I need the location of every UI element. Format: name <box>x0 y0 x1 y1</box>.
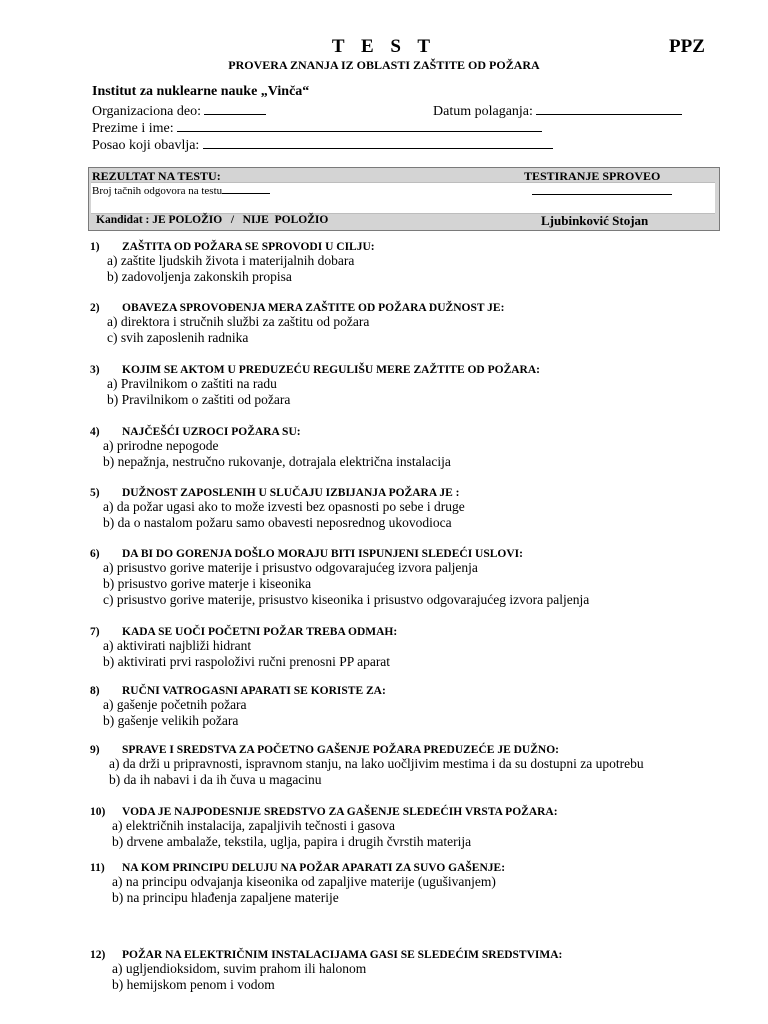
question-title <box>90 685 386 697</box>
question-item <box>90 862 505 906</box>
job-label: Posao koji obavlja: <box>92 138 200 153</box>
answer-option[interactable]: a) Pravilnikom o zaštiti na radu <box>107 376 277 391</box>
question-number: 1) <box>90 241 100 253</box>
question-number: 11) <box>90 862 105 874</box>
answer-option[interactable]: b) na principu hlađenja zapaljene materije <box>112 890 339 905</box>
question-title <box>90 364 540 376</box>
question-text: RUČNI VATROGASNI APARATI SE KORISTE ZA: <box>122 685 386 697</box>
job-field[interactable] <box>92 135 553 154</box>
institute-name: Institut za nuklearne nauke „Vinča“ <box>92 84 310 99</box>
answer-option[interactable]: a) gašenje početnih požara <box>103 697 247 712</box>
name-label: Prezime i ime: <box>92 121 174 136</box>
question-title <box>90 302 504 314</box>
question-number: 5) <box>90 487 100 499</box>
result-label: REZULTAT NA TESTU: <box>92 169 221 183</box>
correct-answers-field[interactable] <box>92 183 270 197</box>
question-title <box>90 241 375 253</box>
test-code: PPZ <box>669 36 705 57</box>
date-label: Datum polaganja: <box>433 104 533 119</box>
question-item <box>90 806 558 850</box>
answer-option[interactable]: b) zadovoljenja zakonskih propisa <box>107 269 292 284</box>
question-text: SPRAVE I SREDSTVA ZA POČETNO GAŠENJE POŽARA PREDUZEĆE JE DUŽNO: <box>122 744 559 756</box>
question-title <box>90 487 465 499</box>
question-number: 7) <box>90 626 100 638</box>
answer-option[interactable]: a) aktivirati najbliži hidrant <box>103 638 252 653</box>
answer-option[interactable]: b) da o nastalom požaru samo obavesti neposrednog ukovodioca <box>103 515 452 530</box>
job-line <box>203 135 553 149</box>
answer-option[interactable]: a) električnih instalacija, zapaljivih tečnosti i gasova <box>112 818 396 833</box>
answer-option[interactable]: a) da drži u pripravnosti, ispravnom stanju, na lako uočljivim mestima i da su dostupni za upotrebu <box>109 756 644 771</box>
question-item <box>90 548 589 608</box>
correct-answers-line <box>222 183 270 194</box>
question-item <box>90 426 451 470</box>
answer-option[interactable]: a) zaštite ljudskih života i materijalnih dobara <box>107 253 355 268</box>
question-item <box>90 949 562 993</box>
correct-answers-label: Broj tačnih odgovora na testu <box>92 185 223 197</box>
question-number: 2) <box>90 302 100 314</box>
question-number: 4) <box>90 426 100 438</box>
answer-option[interactable]: a) direktora i stručnih službi za zaštitu od požara <box>107 314 370 329</box>
question-text: VODA JE NAJPODESNIJE SREDSTVO ZA GAŠENJE SLEDEĆIH VRSTA POŽARA: <box>122 806 558 818</box>
answer-option[interactable]: a) na principu odvajanja kiseonika od zapaljive materije (ugušivanjem) <box>112 874 496 889</box>
question-text: DUŽNOST ZAPOSLENIH U SLUČAJU IZBIJANJA POŽARA JE : <box>122 487 460 499</box>
org-line <box>204 101 266 115</box>
question-title <box>90 806 558 818</box>
signature-line <box>532 194 672 195</box>
answer-option[interactable]: c) svih zaposlenih radnika <box>107 330 249 345</box>
question-item <box>90 744 644 788</box>
test-subtitle: PROVERA ZNANJA IZ OBLASTI ZAŠTITE OD POŽARA <box>228 58 540 72</box>
question-number: 3) <box>90 364 100 376</box>
question-item <box>90 685 386 729</box>
question-text: NA KOM PRINCIPU DELUJU NA POŽAR APARATI ZA SUVO GAŠENJE: <box>122 862 506 874</box>
test-title: T E S T <box>331 36 437 57</box>
question-text: OBAVEZA SPROVOĐENJA MERA ZAŠTITE OD POŽARA DUŽNOST JE: <box>122 302 505 314</box>
date-line <box>536 101 682 115</box>
answer-option[interactable]: b) aktivirati prvi raspoloživi ručni prenosni PP aparat <box>103 654 391 669</box>
candidate-status: Kandidat : JE POLOŽIO / NIJE POLOŽIO <box>96 214 329 226</box>
tested-by-label: TESTIRANJE SPROVEO <box>524 169 661 183</box>
question-item <box>90 364 540 408</box>
question-text: KOJIM SE AKTOM U PREDUZEĆU REGULIŠU MERE ZAŽTITE OD POŽARA: <box>122 364 540 376</box>
answer-option[interactable]: b) prisustvo gorive materje i kiseonika <box>103 576 312 591</box>
answer-option[interactable]: a) da požar ugasi ako to može izvesti bez opasnosti po sebe i druge <box>103 499 465 514</box>
question-title <box>90 548 589 560</box>
question-item <box>90 241 375 285</box>
question-text: POŽAR NA ELEKTRIČNIM INSTALACIJAMA GASI SE SLEDEĆIM SREDSTVIMA: <box>122 949 563 961</box>
question-number: 6) <box>90 548 100 560</box>
question-number: 9) <box>90 744 100 756</box>
question-number: 12) <box>90 949 106 961</box>
tester-name: Ljubinković Stojan <box>541 213 649 228</box>
question-text: ZAŠTITA OD POŽARA SE SPROVODI U CILJU: <box>122 241 375 253</box>
question-number: 8) <box>90 685 100 697</box>
question-text: KADA SE UOČI POČETNI POŽAR TREBA ODMAH: <box>122 626 398 638</box>
name-line <box>177 118 542 132</box>
question-text: NAJČEŠĆI UZROCI POŽARA SU: <box>122 426 301 438</box>
question-item <box>90 626 397 670</box>
question-title <box>90 862 505 874</box>
question-title <box>90 744 644 756</box>
answer-option[interactable]: a) prirodne nepogode <box>103 438 219 453</box>
answer-option[interactable]: b) gašenje velikih požara <box>103 713 239 728</box>
question-number: 10) <box>90 806 106 818</box>
question-text: DA BI DO GORENJA DOŠLO MORAJU BITI ISPUNJENI SLEDEĆI USLOVI: <box>122 548 523 560</box>
question-title <box>90 626 397 638</box>
question-item <box>90 487 465 531</box>
question-title <box>90 949 562 961</box>
answer-option[interactable]: b) Pravilnikom o zaštiti od požara <box>107 392 291 407</box>
result-box <box>88 167 720 231</box>
answer-option[interactable]: a) ugljendioksidom, suvim prahom ili halonom <box>112 961 367 976</box>
answer-option[interactable]: b) drvene ambalaže, tekstila, uglja, papira i drugih čvrstih materija <box>112 834 472 849</box>
question-item <box>90 302 504 346</box>
answer-option[interactable]: b) da ih nabavi i da ih čuva u magacinu <box>109 772 322 787</box>
answer-option[interactable]: a) prisustvo gorive materije i prisustvo odgovarajućeg izvora paljenja <box>103 560 478 575</box>
org-label: Organizaciona deo: <box>92 104 201 119</box>
answer-option[interactable]: b) hemijskom penom i vodom <box>112 977 275 992</box>
answer-option[interactable]: b) nepažnja, nestručno rukovanje, dotrajala električna instalacija <box>103 454 451 469</box>
question-title <box>90 426 451 438</box>
answer-option[interactable]: c) prisustvo gorive materije, prisustvo kiseonika i prisustvo odgovarajućeg izvora paljenja <box>103 592 590 607</box>
